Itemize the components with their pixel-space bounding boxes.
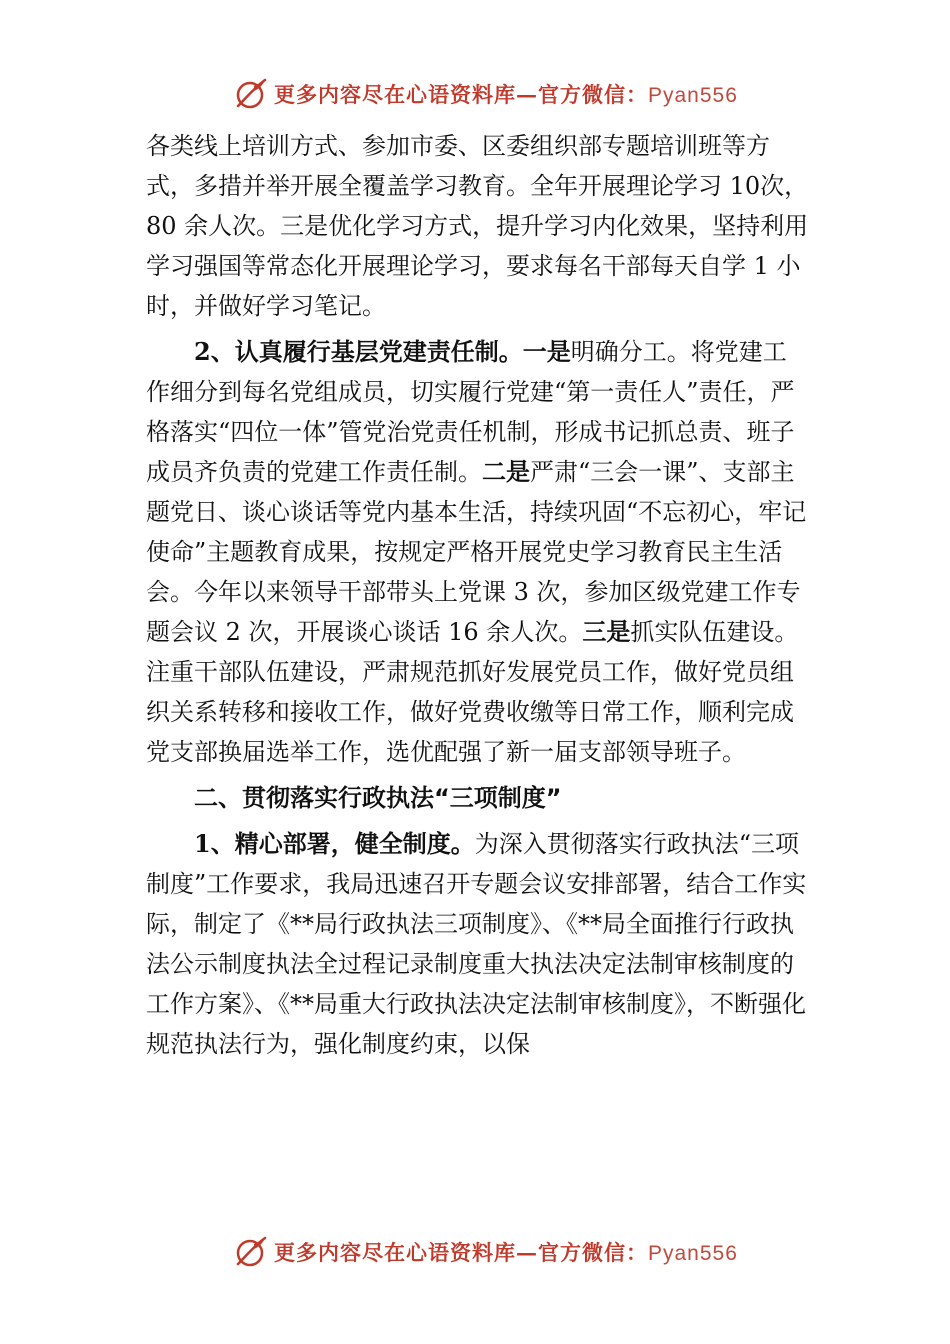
paragraph-1: 各类线上培训方式、参加市委、区委组织部专题培训班等方式，多措并举开展全覆盖学习教育。全年开展理论学习 10次，80 余人次。三是优化学习方式，提升学习内化效果，坚持利用学习强国等常态化开展理论学习，要求每名干部每天自学 1 小时，并做好学习笔记。 <box>146 132 809 320</box>
paragraph-3-lead: 1、精心部署，健全制度。 <box>194 829 475 858</box>
keyword-first: 一是 <box>522 338 571 366</box>
paragraph-2-lead: 2、认真履行基层党建责任制。 <box>194 337 523 366</box>
paragraph-2-text-3: 抓实队伍建设。注重干部队伍建设，严肃规范抓好发展党员工作，做好党员组织关系转移和接收工作，做好党费收缴等日常工作，顺利完成党支部换届选举工作，选优配强了新一届支部领导班子。 <box>146 618 799 766</box>
paragraph-2-text-2: 严肃“三会一课”、支部主题党日、谈心谈话等党内基本生活，持续巩固“不忘初心，牢记使命”主题教育成果，按规定严格开展党史学习教育民主生活会。今年以来领导干部带头上党课 3 次，参加区级党建工作专题会议 2 次，开展谈心谈话 16 余人次。 <box>146 458 807 646</box>
wechat-id: Pyan556 <box>648 84 738 107</box>
paragraph-2 <box>146 332 810 772</box>
wechat-id: Pyan556 <box>648 1242 738 1265</box>
footer-watermark-banner <box>232 1232 738 1272</box>
document-body <box>146 126 810 1064</box>
feather-logo-icon <box>232 76 268 112</box>
watermark-text: 更多内容尽在心语资料库—官方微信：Pyan556 <box>274 82 738 107</box>
watermark-text: 更多内容尽在心语资料库—官方微信：Pyan556 <box>274 1240 738 1265</box>
paragraph-3-text: 为深入贯彻落实行政执法“三项制度”工作要求，我局迅速召开专题会议安排部署，结合工作实际，制定了《**局行政执法三项制度》、《**局全面推行行政执法公示制度执法全过程记录制度重大执法决定法制审核制度的工作方案》、《**局重大行政执法决定法制审核制度》，不断强化规范执法行为，强化制度约束，以保 <box>146 830 807 1058</box>
header-watermark-banner <box>232 74 738 114</box>
paragraph-2-text-1: 明确分工。将党建工作细分到每名党组成员，切实履行党建“第一责任人”责任，严格落实“四位一体”管党治党责任机制，形成书记抓总责、班子成员齐负责的党建工作责任制。 <box>146 338 795 486</box>
keyword-third: 三是 <box>582 618 631 646</box>
feather-logo-icon <box>232 1234 268 1270</box>
paragraph-3 <box>146 824 810 1064</box>
section-heading: 二、贯彻落实行政执法“三项制度” <box>194 784 562 812</box>
keyword-second: 二是 <box>482 458 530 486</box>
